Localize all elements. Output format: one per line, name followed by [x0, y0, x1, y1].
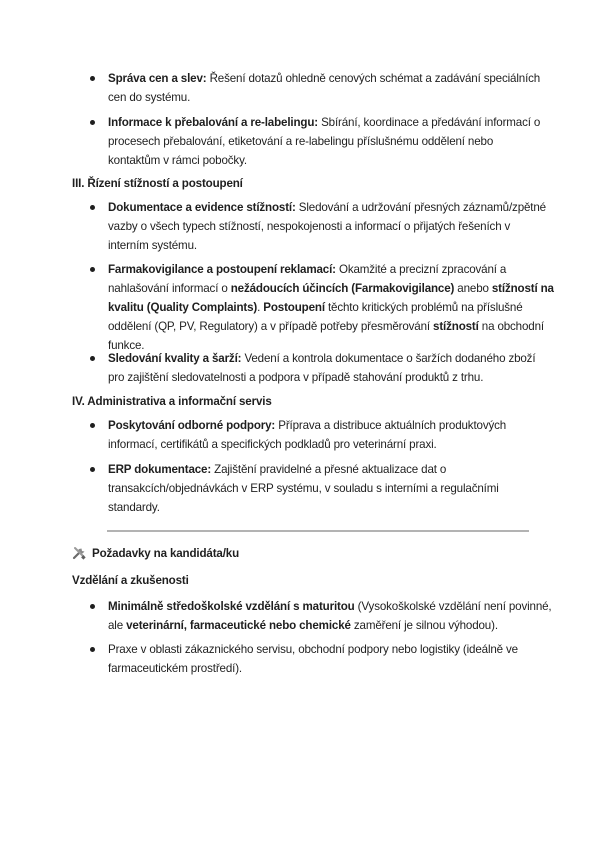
item-text: oddělení (QP, PV, Regulatory) a v případě potřeby přesměrování: [108, 320, 434, 333]
bullet: [90, 604, 95, 609]
bullet: [90, 205, 95, 210]
bullet: [90, 647, 95, 652]
bullet: [90, 423, 95, 428]
item-label: Sledování kvality a šarží:: [108, 352, 242, 365]
list-item-line: [108, 597, 551, 616]
emphasis-text: stížností: [433, 320, 479, 333]
list-item-line: [108, 113, 540, 132]
list-item-line: transakcích/objednávkách v ERP systému, v souladu s interními a regulačními: [108, 482, 499, 495]
item-label: Poskytování odborné podpory:: [108, 419, 276, 432]
list-item-line: [108, 616, 498, 635]
emphasis-text: Minimálně středoškolské vzdělání s maturitou: [108, 600, 355, 613]
item-text: Sledování a udržování přesných záznamů/zpětné: [298, 201, 546, 214]
emphasis-text: nežádoucích účincích (Farmakovigilance): [230, 282, 455, 295]
item-text: Řešení dotazů ohledně cenových schémat a zadávání speciálních: [209, 72, 541, 85]
list-item-line: kontaktům v rámci pobočky.: [108, 154, 247, 167]
item-text: (Vysokoškolské vzdělání není povinné,: [354, 600, 552, 613]
item-text: Sbírání, koordinace a předávání informací o: [321, 116, 541, 129]
list-item-line: interním systému.: [108, 239, 197, 252]
bullet: [90, 356, 95, 361]
item-label: Správa cen a slev:: [108, 72, 207, 85]
list-item-line: [108, 460, 446, 479]
bullet: [90, 467, 95, 472]
bullet: [90, 267, 95, 272]
item-text: anebo: [454, 282, 492, 295]
list-item-line: pro zajištění sledovatelnosti a podpora v případě stahování produktů z trhu.: [108, 371, 484, 384]
item-text: na obchodní: [478, 320, 544, 333]
emphasis-text: stížností na: [491, 282, 554, 295]
item-text: nahlašování informací o: [108, 282, 231, 295]
item-text: zaměření je silnou výhodou).: [350, 619, 498, 632]
item-text: těchto kritických problémů na příslušné: [324, 301, 523, 314]
list-item-line: [108, 260, 506, 279]
list-item-line: [108, 416, 506, 435]
item-label: Farmakovigilance a postoupení reklamací:: [108, 263, 336, 276]
section-heading: III. Řízení stížností a postoupení: [72, 177, 243, 190]
list-item-line: cen do systému.: [108, 91, 191, 104]
item-text: Vedení a kontrola dokumentace o šaržích dodaného zboží: [244, 352, 536, 365]
list-item-line: informací, certifikátů a specifických podkladů pro veterinární praxi.: [108, 438, 437, 451]
item-label: ERP dokumentace:: [108, 463, 212, 476]
item-text: .: [257, 301, 264, 314]
list-item-line: vazby o všech typech stížností, nespokojenosti a informací o přijatých řešeních v: [108, 220, 511, 233]
list-item-line: standardy.: [108, 501, 160, 514]
emphasis-text: Postoupení: [263, 301, 325, 314]
emphasis-text: kvalitu (Quality Complaints): [108, 301, 258, 314]
bullet: [90, 120, 95, 125]
section-heading: IV. Administrativa a informační servis: [72, 395, 272, 408]
requirements-heading: Požadavky na kandidáta/ku: [92, 547, 240, 560]
list-item-line: farmaceutickém prostředí).: [108, 662, 242, 675]
list-item-line: [108, 298, 523, 317]
list-item-line: [108, 349, 535, 368]
list-item-line: [108, 198, 546, 217]
item-text: Okamžité a precizní zpracování a: [338, 263, 507, 276]
list-item-line: [108, 69, 540, 88]
list-item-line: funkce.: [108, 339, 145, 352]
list-item-line: procesech přebalování, etiketování a re-labelingu příslušnému oddělení nebo: [108, 135, 494, 148]
list-item-line: [108, 317, 544, 336]
list-item-line: Praxe v oblasti zákaznického servisu, obchodní podpory nebo logistiky (ideálně ve: [108, 643, 518, 656]
item-text: ale: [108, 619, 127, 632]
bullet: [90, 76, 95, 81]
emphasis-text: veterinární, farmaceutické nebo chemické: [126, 619, 351, 632]
horizontal-divider: [107, 530, 529, 532]
item-text: Příprava a distribuce aktuálních produktových: [278, 419, 507, 432]
requirements-subheading: Vzdělání a zkušenosti: [72, 574, 189, 587]
item-text: Zajištění pravidelné a přesné aktualizace dat o: [214, 463, 447, 476]
item-label: Dokumentace a evidence stížností:: [108, 201, 296, 214]
list-item-line: [108, 279, 554, 298]
item-label: Informace k přebalování a re-labelingu:: [108, 116, 318, 129]
tools-icon: [72, 546, 86, 560]
